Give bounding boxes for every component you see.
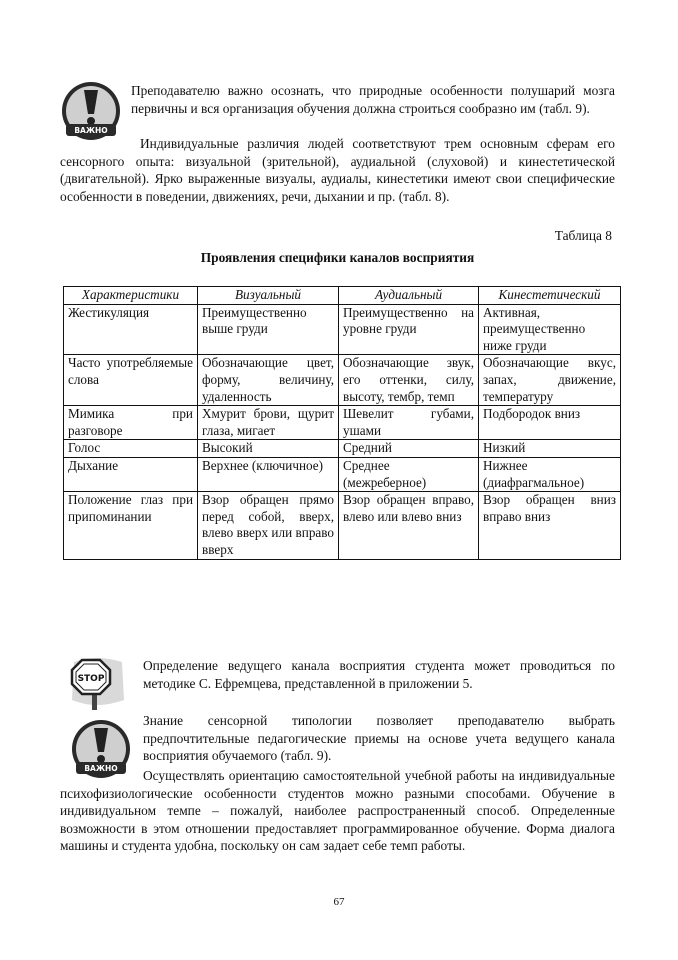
table-cell: Преимущественно выше груди (198, 304, 339, 355)
table-row (64, 440, 621, 458)
table-cell: Обозначающие цвет, форму, величину, удаленность (198, 355, 339, 406)
table-cell: Взор обращен прямо перед собой, вверх, влево вверх или вправо вверх (198, 492, 339, 559)
table-cell: Взор обращен вниз вправо вниз (479, 492, 621, 559)
table-cell: Высокий (198, 440, 339, 458)
table-header-row (64, 287, 621, 305)
table-cell: Обозначающие вкус, запах, движение, температуру (479, 355, 621, 406)
table-row (64, 355, 621, 406)
table-row (64, 406, 621, 440)
table-cell: Часто употребляемые слова (64, 355, 198, 406)
page-number: 67 (333, 896, 345, 908)
important-exclamation-icon (60, 80, 122, 142)
table-cell: Дыхание (64, 457, 198, 491)
table-caption: Таблица 8 (554, 228, 612, 243)
table-header-cell: Визуальный (198, 287, 339, 305)
intro-paragraph-1: Преподавателю важно осознать, что природные особенности полушарий мозга первичны и вся организация обучения должна строиться сообразно им (табл. 9). (131, 83, 615, 116)
table-cell: Среднее (межреберное) (339, 457, 479, 491)
table-row (64, 304, 621, 355)
table-cell: Обозначающие звук, его оттенки, силу, высоту, тембр, темп (339, 355, 479, 406)
important-icon-label: ВАЖНО (84, 764, 118, 773)
table-cell: Нижнее (диафрагмальное) (479, 457, 621, 491)
important-icon-label: ВАЖНО (74, 126, 108, 135)
table-cell: Низкий (479, 440, 621, 458)
table-row (64, 492, 621, 559)
table-cell: Преимущественно на уровне груди (339, 304, 479, 355)
table-cell: Шевелит губами, ушами (339, 406, 479, 440)
table-cell: Хмурит брови, щурит глаза, мигает (198, 406, 339, 440)
table-cell: Активная, преимущественно ниже груди (479, 304, 621, 355)
stop-sign-icon (66, 654, 128, 712)
perception-channels-table (63, 286, 621, 560)
table-cell: Положение глаз при припоминании (64, 492, 198, 559)
table-cell: Взор обращен вправо, влево или влево вниз (339, 492, 479, 559)
table-cell: Жестикуляция (64, 304, 198, 355)
outro-paragraph-1: Определение ведущего канала восприятия студента может проводиться по методике С. Ефремцева, представленной в приложении 5. (143, 658, 615, 691)
stop-icon-label: STOP (77, 674, 105, 684)
outro-paragraph-2: Знание сенсорной типологии позволяет преподавателю выбрать предпочтительные педагогические приемы на основе учета ведущего канала восприятия обучаемого (табл. 9). (143, 713, 615, 764)
table-header-cell: Аудиальный (339, 287, 479, 305)
table-cell: Подбородок вниз (479, 406, 621, 440)
table-title: Проявления специфики каналов восприятия (200, 250, 475, 265)
table-cell: Мимика при разговоре (64, 406, 198, 440)
table-header-cell: Кинестетический (479, 287, 621, 305)
table-cell: Верхнее (ключичное) (198, 457, 339, 491)
table-cell: Средний (339, 440, 479, 458)
table-cell: Голос (64, 440, 198, 458)
table-row (64, 457, 621, 491)
outro-paragraph-3: Осуществлять ориентацию самостоятельной учебной работы на индивидуальные психофизиологические особенности студентов можно разными способами. Обучение в индивидуальном темпе – пожалуй, наиболее распространенный способ. Определенные возможности в этом отношении предоставляет программированное обучение. Форма диалога машины и студента удобна, поскольку он сам задает себе темп работы. (60, 768, 615, 854)
intro-paragraph-2: Индивидуальные различия людей соответствуют трем основным сферам его сенсорного опыта: визуальной (зрительной), аудиальной (слуховой) и кинестетической (двигательной). Ярко выраженные визуалы, аудиалы, кинестетики имеют свои специфические особенности в поведении, движениях, речи, дыхании и пр. (табл. 8). (60, 136, 615, 204)
table-header-cell: Характеристики (64, 287, 198, 305)
